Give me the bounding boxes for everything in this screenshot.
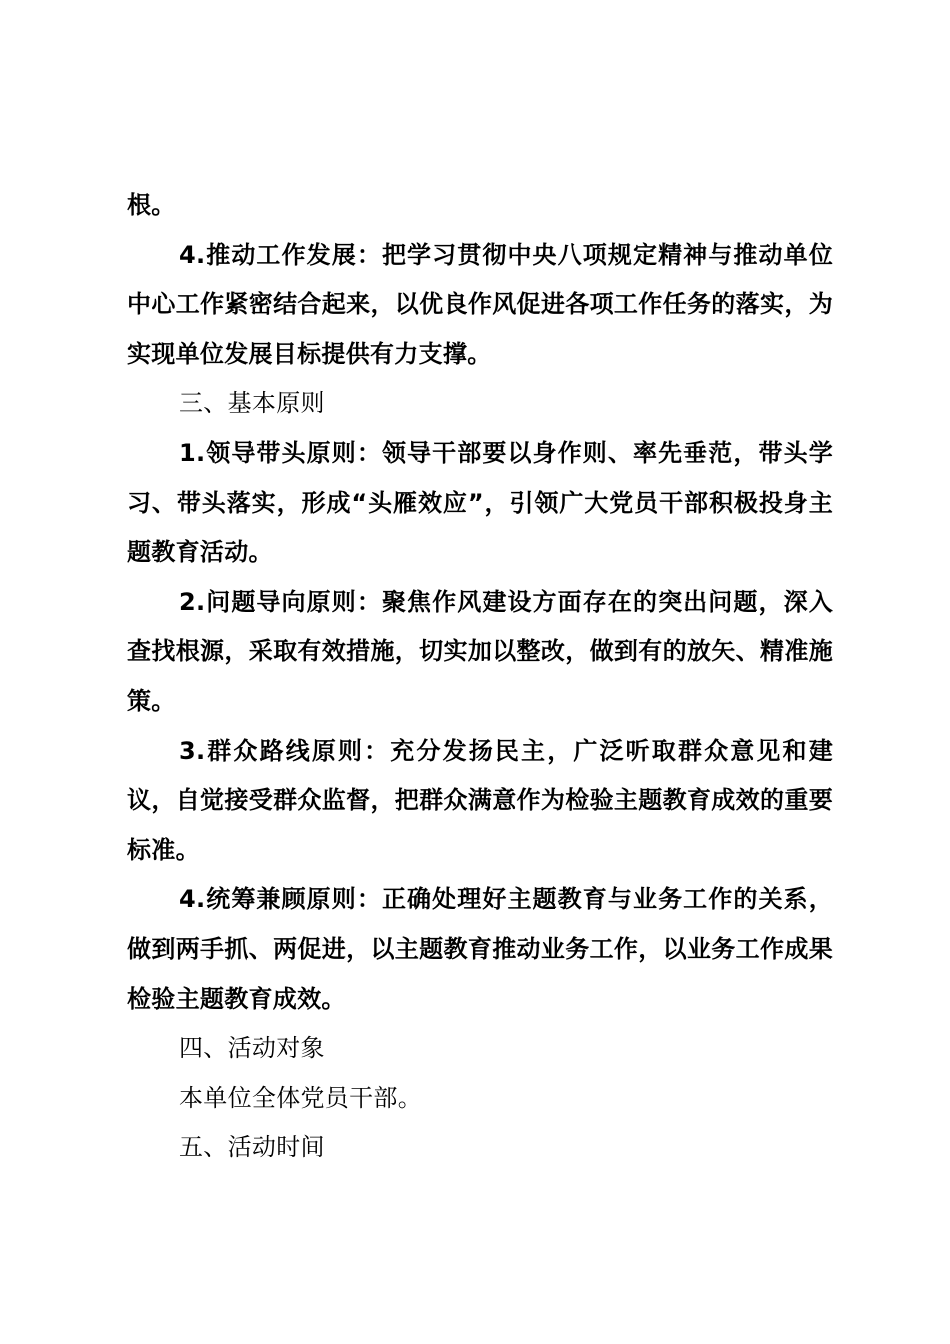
- paragraph-overall-planning-principle: 4.统筹兼顾原则：正确处理好主题教育与业务工作的关系，做到两手抓、两促进，以主题教育推动业务工作，以业务工作成果检验主题教育成效。: [127, 885, 833, 1013]
- paragraph-mass-line-principle: 3.群众路线原则：充分发扬民主，广泛听取群众意见和建议，自觉接受群众监督，把群众满意作为检验主题教育成效的重要标准。: [127, 736, 833, 864]
- paragraph-promote-work-development: 4.推动工作发展：把学习贯彻中央八项规定精神与推动单位中心工作紧密结合起来，以优良作风促进各项工作任务的落实，为实现单位发展目标提供有力支撑。: [127, 240, 833, 368]
- section-heading-activity-time: 五、活动时间: [179, 1133, 325, 1162]
- paragraph-continuation: 根。: [127, 191, 176, 219]
- paragraph-problem-oriented-principle: 2.问题导向原则：聚焦作风建设方面存在的突出问题，深入查找根源，采取有效措施，切实加以整改，做到有的放矢、精准施策。: [127, 587, 833, 715]
- document-body: [127, 181, 833, 1173]
- section-heading-basic-principles: 三、基本原则: [179, 389, 325, 418]
- section-heading-activity-targets: 四、活动对象: [179, 1034, 325, 1063]
- paragraph-activity-targets: 本单位全体党员干部。: [179, 1083, 422, 1112]
- paragraph-leadership-principle: 1.领导带头原则：领导干部要以身作则、率先垂范，带头学习、带头落实，形成“头雁效应”，引领广大党员干部积极投身主题教育活动。: [127, 438, 833, 567]
